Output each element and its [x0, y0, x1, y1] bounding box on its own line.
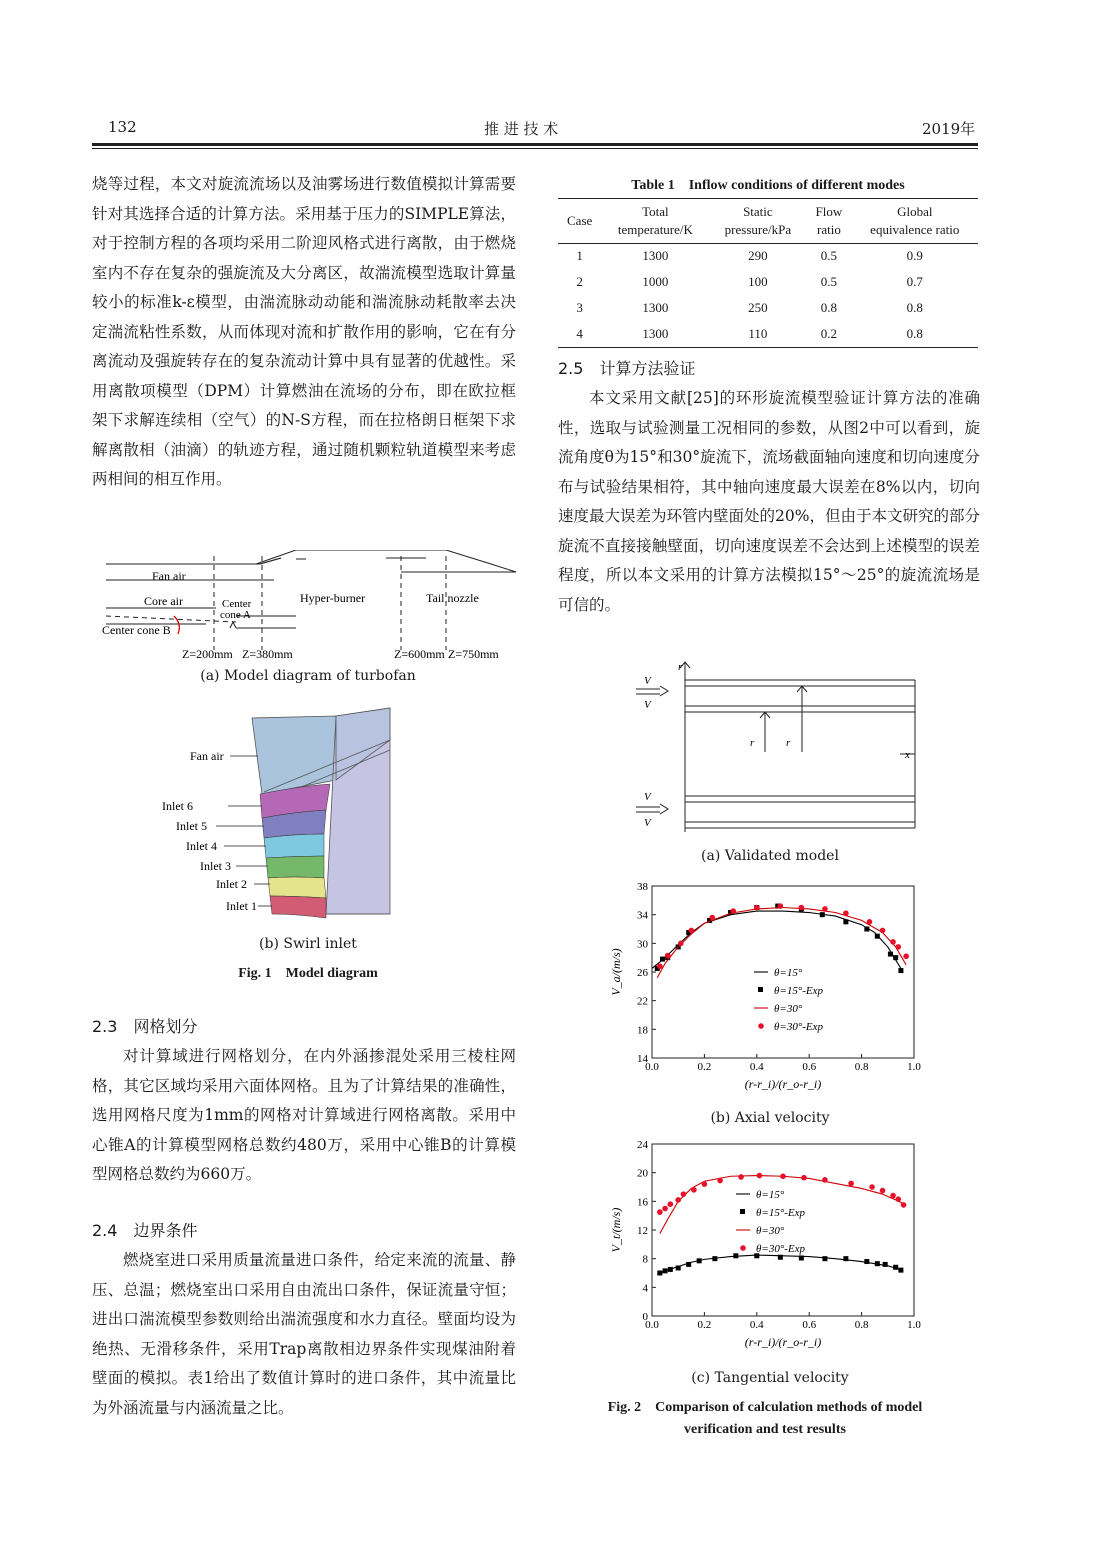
y-axis-label: V_t/(m/s) — [609, 1207, 623, 1253]
label-vt-top: V — [644, 699, 651, 711]
data-point — [883, 1262, 888, 1267]
data-point — [799, 905, 805, 911]
x-tick-label: 0.8 — [854, 1061, 869, 1073]
data-point — [778, 1255, 783, 1260]
data-point — [780, 1173, 786, 1179]
y-tick-label: 12 — [637, 1225, 648, 1237]
table1-title: Table 1 Inflow conditions of different modes — [631, 178, 905, 193]
data-point — [675, 1197, 681, 1203]
data-point — [867, 919, 873, 925]
y-tick-label: 34 — [637, 909, 648, 922]
legend-marker — [758, 1023, 764, 1029]
table1-header-flow: Flow ratio — [815, 203, 843, 237]
data-point — [869, 1184, 875, 1190]
legend-label: θ=15°-Exp — [774, 985, 823, 997]
label-inlet-4: Inlet 4 — [186, 839, 217, 853]
year: 2019年 — [922, 120, 976, 138]
axial-velocity-chart — [604, 878, 934, 1110]
data-point — [657, 1209, 663, 1215]
label-ro: r — [786, 737, 791, 749]
label-inlet-2: Inlet 2 — [216, 877, 247, 891]
y-tick-label: 14 — [637, 1053, 648, 1065]
data-point — [880, 928, 886, 934]
label-va-top: V — [644, 675, 651, 687]
fig1b-diagram — [150, 700, 450, 932]
x-tick-label: 0.2 — [697, 1319, 712, 1331]
label-z2: Z=380mm — [242, 647, 293, 661]
table1 — [558, 198, 978, 348]
label-z4: Z=750mm — [448, 647, 499, 661]
data-point — [820, 912, 825, 917]
fig2-caption-line2: verification and test results — [684, 1422, 846, 1437]
legend-label: θ=15° — [774, 967, 803, 979]
legend-label: θ=30° — [774, 1003, 803, 1015]
y-tick-label: 16 — [637, 1196, 648, 1209]
data-point — [901, 1202, 907, 1208]
x-axis-label: (r-r_i)/(r_o-r_i) — [744, 1335, 822, 1349]
x-tick-label: 0.8 — [854, 1319, 869, 1331]
data-point — [903, 953, 909, 959]
section-2-3-text: 对计算域进行网格划分，在内外涵掺混处采用三棱柱网格，其它区域均采用六面体网格。且为了计算结果的准确性，选用网格尺度为1mm的网格对计算域进行网格离散。采用中心锥A的计算模型网格总数约480万，采用中心锥B的计算模型网格总数约为660万。 — [92, 1047, 516, 1183]
data-point — [822, 1256, 827, 1261]
section-2-5-text: 本文采用文献[25]的环形旋流模型验证计算方法的准确性，选取与试验测量工况相同的参数，从图2中可以看到，旋流角度θ为15°和30°旋流下，流场截面轴向速度和切向速度分布与试验结果相符，其中轴向速度最大误差在8%以内，切向速度最大误差为环管内壁面处的20%，但由于本文研究的部分旋流不直接接触壁面，切向速度误差不会达到上述模型的误差程度，所以本文采用的计算方法模拟15°～25°的旋流流场是可信的。 — [558, 389, 980, 614]
x-tick-label: 0.0 — [645, 1319, 659, 1331]
y-tick-label: 22 — [637, 995, 648, 1008]
data-point — [843, 919, 848, 924]
label-ri: r — [750, 737, 755, 749]
legend-label: θ=30° — [756, 1225, 785, 1237]
data-point — [895, 1196, 901, 1202]
data-point — [843, 1256, 848, 1261]
data-point — [898, 1268, 903, 1273]
label-inlet-1: Inlet 1 — [226, 899, 257, 913]
x-axis-label: (r-r_i)/(r_o-r_i) — [744, 1077, 822, 1091]
section-2-4-title: 2.4 边界条件 — [92, 1221, 198, 1240]
fig2-caption-line1: Fig. 2 Comparison of calculation methods of model — [607, 1400, 923, 1415]
page-number: 132 — [108, 118, 137, 136]
label-inlet-6: Inlet 6 — [162, 799, 193, 813]
fig1b-caption: (b) Swirl inlet — [259, 936, 357, 952]
x-tick-label: 1.0 — [907, 1061, 921, 1073]
data-point — [660, 957, 665, 962]
legend-label: θ=15° — [756, 1189, 785, 1201]
label-core-air: Core air — [144, 594, 183, 608]
x-tick-label: 0.4 — [749, 1319, 764, 1331]
y-tick-label: 8 — [642, 1253, 648, 1266]
data-point — [799, 1255, 804, 1260]
table1-header-equiv: Global equivalence ratio — [870, 203, 960, 237]
data-point — [733, 1253, 738, 1258]
table1-header-case: Case — [567, 212, 593, 228]
data-point — [668, 1201, 674, 1207]
journal-name: 推 进 技 术 — [484, 120, 559, 138]
data-point — [880, 1188, 886, 1194]
section-2-5-title: 2.5 计算方法验证 — [558, 359, 696, 378]
label-vt-bottom: V — [644, 817, 651, 829]
legend-label: θ=15°-Exp — [756, 1207, 805, 1219]
data-point — [676, 1265, 681, 1270]
label-fan-air-b: Fan air — [190, 749, 224, 763]
fig2a-diagram — [630, 658, 920, 838]
table1-header-pressure: Static pressure/kPa — [724, 203, 792, 237]
section-2-4-text: 燃烧室进口采用质量流量进口条件，给定来流的流量、静压、总温；燃烧室出口采用自由流出口条件，保证流量守恒；进出口湍流模型参数则给出湍流强度和水力直径。壁面均设为绝热、无滑移条件，采用Trap离散相边界条件实现煤油附着壁面的模拟。表1给出了数值计算时的进口条件，其中流量比为外涵流量与内涵流量之比。 — [92, 1251, 516, 1417]
label-z1: Z=200mm — [182, 647, 233, 661]
y-tick-label: 30 — [637, 938, 648, 951]
header-rule-thin — [92, 148, 978, 149]
fig2c-caption: (c) Tangential velocity — [691, 1370, 849, 1386]
x-tick-label: 0.4 — [749, 1061, 764, 1073]
x-tick-label: 1.0 — [907, 1319, 921, 1331]
x-tick-label: 0.6 — [802, 1061, 817, 1073]
label-center-cone-a-1: Center — [222, 598, 252, 610]
data-point — [801, 1175, 807, 1181]
legend-label: θ=30°-Exp — [756, 1243, 805, 1255]
legend-marker — [740, 1245, 746, 1251]
data-point — [864, 1259, 869, 1264]
label-va-bottom: V — [644, 791, 651, 803]
table1-header-temp: Total temperature/K — [617, 203, 693, 237]
data-point — [738, 1174, 744, 1180]
label-fan-air: Fan air — [152, 569, 186, 583]
label-tail-nozzle: Tail nozzle — [426, 591, 479, 605]
data-point — [848, 1181, 854, 1187]
label-x: x — [905, 749, 910, 761]
legend-label: θ=30°-Exp — [774, 1021, 823, 1033]
data-point — [657, 963, 663, 969]
x-tick-label: 0.2 — [697, 1061, 712, 1073]
data-point — [717, 1178, 723, 1184]
table-row: 2 1000 100 0.5 0.7 — [576, 274, 923, 289]
data-point — [668, 1267, 673, 1272]
data-point — [890, 1193, 896, 1199]
data-point — [712, 1256, 717, 1261]
fig2a-caption: (a) Validated model — [701, 848, 839, 864]
data-point — [875, 1261, 880, 1266]
y-tick-label: 26 — [637, 967, 648, 979]
data-point — [754, 905, 760, 911]
fig1a-caption: (a) Model diagram of turbofan — [200, 668, 416, 684]
label-hyper-burner: Hyper-burner — [300, 591, 366, 605]
data-point — [888, 952, 893, 957]
legend-marker — [740, 1209, 745, 1214]
data-point — [898, 968, 903, 973]
data-point — [697, 1258, 702, 1263]
data-point — [893, 955, 898, 960]
label-center-cone-b: Center cone B — [102, 623, 171, 637]
header-rule — [92, 143, 978, 146]
data-point — [757, 1173, 763, 1179]
data-point — [843, 910, 849, 916]
data-point — [663, 1268, 668, 1273]
section-2-3-title: 2.3 网格划分 — [92, 1017, 198, 1036]
series-line — [652, 911, 901, 968]
data-point — [662, 1206, 668, 1212]
data-point — [709, 915, 715, 921]
legend-marker — [758, 987, 763, 992]
table-row: 3 1300 250 0.8 0.8 — [576, 300, 923, 315]
fig1-caption: Fig. 1 Model diagram — [238, 966, 378, 981]
x-tick-label: 0.6 — [802, 1319, 817, 1331]
data-point — [678, 941, 684, 947]
y-tick-label: 38 — [637, 881, 648, 893]
data-point — [778, 903, 784, 909]
table-row: 4 1300 110 0.2 0.8 — [576, 326, 923, 341]
table-row: 1 1300 290 0.5 0.9 — [576, 248, 923, 264]
intro-paragraph: 烧等过程，本文对旋流流场以及油雾场进行数值模拟计算需要针对其选择合适的计算方法。采用基于压力的SIMPLE算法，对于控制方程的各项均采用二阶迎风格式进行离散，由于燃烧室内不存在复杂的强旋流及大分离区，故湍流模型选取计算量较小的标准k-ε模型，由湍流脉动动能和湍流脉动耗散率去决定湍流粘性系数，从而体现对流和扩散作用的影响，它在有分离流动及强旋转存在的复杂流动计算中具有显著的优越性。采用离散项模型（DPM）计算燃油在流场的分布，即在欧拉框架下求解连续相（空气）的N-S方程，而在拉格朗日框架下求解离散相（油滴）的轨迹方程，通过随机颗粒轨道模型来考虑两相间的相互作用。 — [92, 175, 516, 488]
label-inlet-5: Inlet 5 — [176, 819, 207, 833]
y-axis-label: V_a/(m/s) — [609, 948, 623, 996]
label-inlet-3: Inlet 3 — [200, 859, 231, 873]
y-tick-label: 24 — [637, 1139, 648, 1151]
label-center-cone-a-2: cone A — [220, 609, 251, 621]
data-point — [665, 953, 671, 959]
tangential-velocity-chart — [604, 1136, 934, 1368]
data-point — [893, 1265, 898, 1270]
x-tick-label: 0.0 — [645, 1061, 659, 1073]
label-r-axis: r — [678, 661, 683, 673]
data-point — [657, 1271, 662, 1276]
data-point — [895, 944, 901, 950]
y-tick-label: 20 — [637, 1167, 648, 1180]
data-point — [702, 1181, 708, 1187]
data-point — [822, 906, 828, 912]
data-point — [686, 1262, 691, 1267]
label-z3: Z=600mm — [394, 647, 445, 661]
y-tick-label: 0 — [642, 1311, 648, 1323]
data-point — [691, 1187, 697, 1193]
data-point — [822, 1177, 828, 1183]
y-tick-label: 18 — [637, 1024, 648, 1037]
fig2b-caption: (b) Axial velocity — [710, 1110, 830, 1126]
data-point — [730, 908, 736, 914]
y-tick-label: 4 — [642, 1282, 648, 1295]
data-point — [681, 1191, 687, 1197]
data-point — [875, 934, 880, 939]
data-point — [689, 928, 695, 934]
data-point — [864, 927, 869, 932]
data-point — [890, 939, 896, 945]
